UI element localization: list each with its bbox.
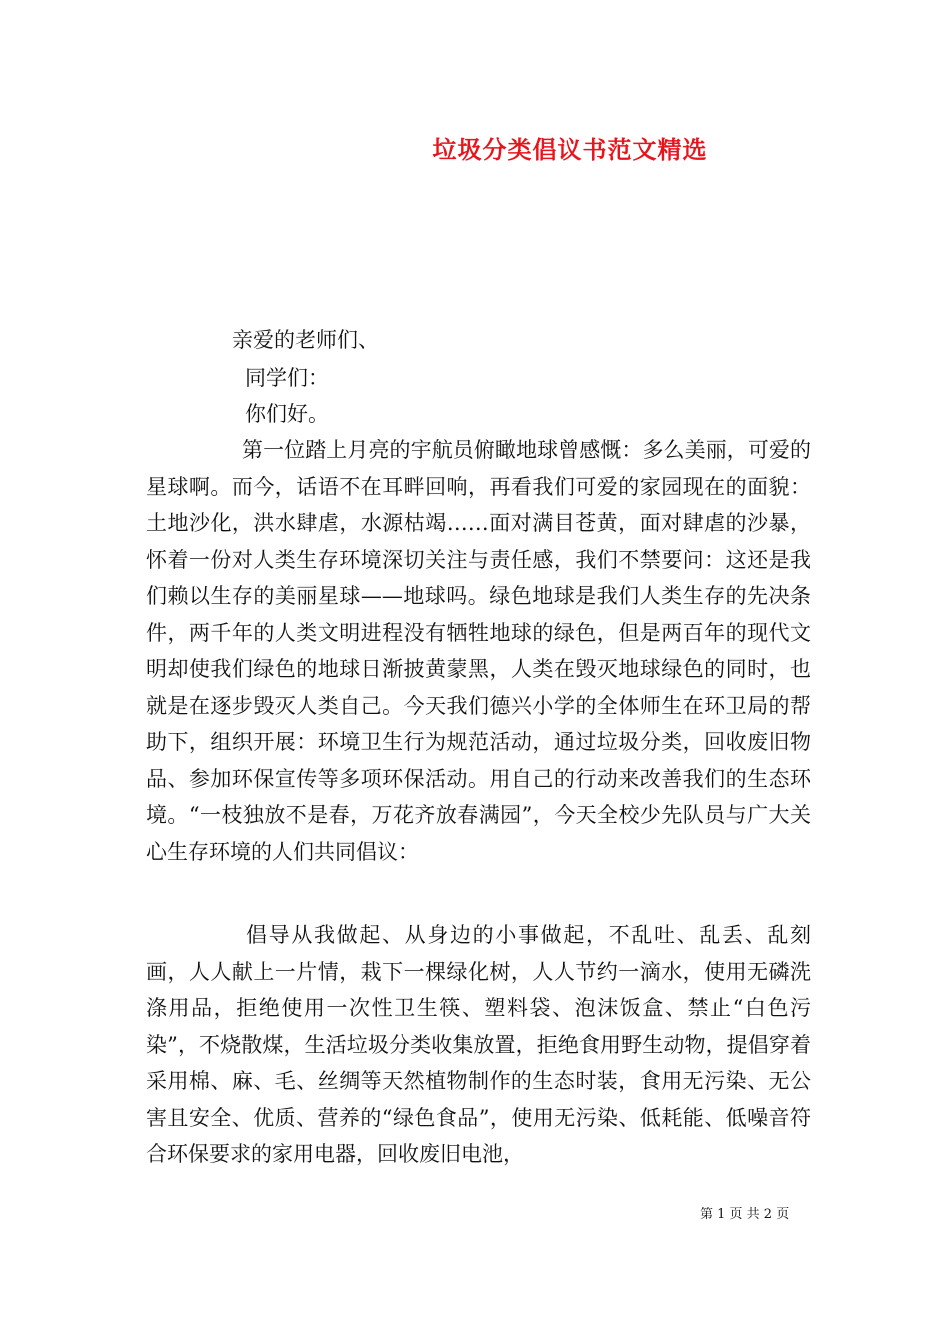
- page-number-footer: 第 1 页 共 2 页: [700, 1207, 790, 1222]
- body-paragraph-1: 第一位踏上月亮的宇航员俯瞰地球曾感慨：多么美丽，可爱的星球啊。而今，话语不在耳畔回响，再看我们可爱的家园现在的面貌：土地沙化，洪水肆虐，水源枯竭……面对满目苍黄，面对肆虐的沙暴，怀着一份对人类生存环境深切关注与责任感，我们不禁要问：这还是我们赖以生存的美丽星球——地球吗。绿色地球是我们人类生存的先决条件，两千年的人类文明进程没有牺牲地球的绿色，但是两百年的现代文明却使我们绿色的地球日渐披黄蒙黑，人类在毁灭地球绿色的同时，也就是在逐步毁灭人类自己。今天我们德兴小学的全体师生在环卫局的帮助下，组织开展：环境卫生行为规范活动，通过垃圾分类，回收废旧物品、参加环保宣传等多项环保活动。用自己的行动来改善我们的生态环境。“一枝独放不是春，万花齐放春满园”，今天全校少先队员与广大关心生存环境的人们共同倡议：: [146, 438, 811, 864]
- document-title: 垃圾分类倡议书范文精选: [432, 135, 708, 164]
- salutation-line-3: 你们好。: [245, 402, 329, 426]
- body-paragraph-2: 倡导从我做起、从身边的小事做起，不乱吐、乱丢、乱刻画，人人献上一片情，栽下一棵绿化树，人人节约一滴水，使用无磷洗涤用品，拒绝使用一次性卫生筷、塑料袋、泡沫饭盒、禁止“白色污染”，不烧散煤，生活垃圾分类收集放置，拒绝食用野生动物，提倡穿着采用棉、麻、毛、丝绸等天然植物制作的生态时装，食用无污染、无公害且安全、优质、营养的“绿色食品”，使用无污染、低耗能、低噪音符合环保要求的家用电器，回收废旧电池，: [146, 923, 811, 1166]
- salutation-line-2: 同学们：: [245, 366, 329, 390]
- salutation-line-1: 亲爱的老师们、: [232, 328, 379, 352]
